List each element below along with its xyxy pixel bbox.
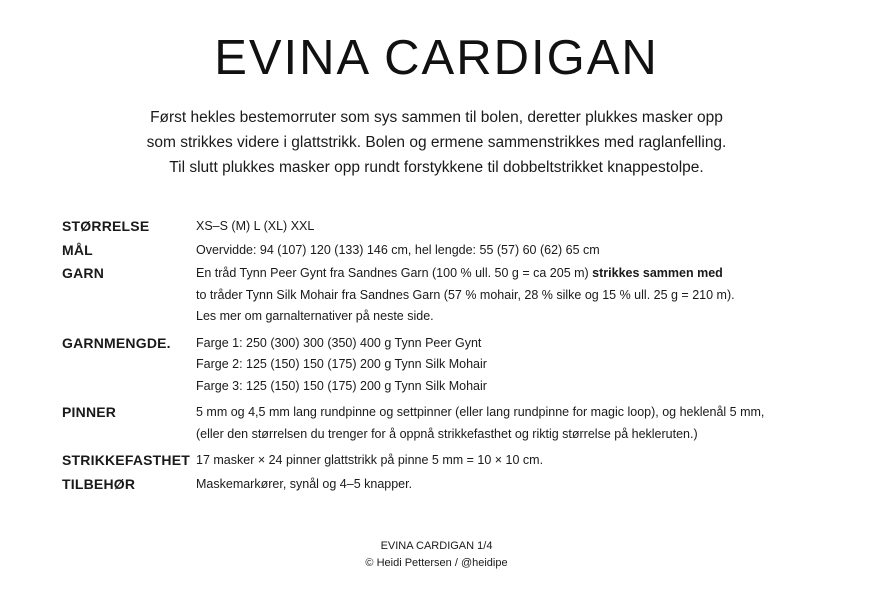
spec-label: STRIKKEFASTHET: [62, 452, 191, 468]
spec-value: [196, 238, 842, 262]
spec-value: [196, 472, 842, 496]
yarn-amount-line: Farge 2: 125 (150) 150 (175) 200 g Tynn Silk Mohair: [196, 357, 487, 371]
spec-value: [196, 331, 842, 398]
notions-value: Maskemarkører, synål og 4–5 knapper.: [196, 476, 413, 491]
yarn-line-1: [196, 263, 842, 285]
spec-label: TILBEHØR: [62, 475, 136, 492]
spec-row-needles: [62, 400, 842, 445]
intro-line: som strikkes videre i glattstrikk. Bolen og ermene sammenstrikkes med raglanfelling.: [146, 134, 727, 151]
needles-line: 5 mm og 4,5 mm lang rundpinne og settpinner (eller lang rundpinne for magic loop), og heklenål 5 mm,: [196, 405, 765, 419]
spec-label: PINNER: [62, 404, 117, 420]
specs-table: [62, 214, 842, 495]
page-footer: [0, 538, 873, 572]
yarn-amount-line: Farge 1: 250 (300) 300 (350) 400 g Tynn Peer Gynt: [196, 335, 482, 350]
intro-paragraph: [0, 105, 873, 180]
size-value: XS–S (M) L (XL) XXL: [196, 219, 315, 233]
footer-credit: © Heidi Pettersen / @heidipe: [365, 557, 508, 569]
spec-label: GARNMENGDE.: [62, 334, 171, 351]
spec-value: [196, 400, 842, 445]
gauge-value: 17 masker × 24 pinner glattstrikk på pinne 5 mm = 10 × 10 cm.: [196, 453, 544, 467]
spec-label: MÅL: [62, 241, 93, 258]
yarn-line-2: to tråder Tynn Silk Mohair fra Sandnes Garn (57 % mohair, 28 % silke og 15 % ull. 25 g = 210 m).: [196, 287, 735, 302]
spec-value: [196, 214, 842, 238]
spec-value: [196, 448, 842, 472]
spec-label: GARN: [62, 265, 105, 281]
spec-row-gauge: [62, 448, 842, 472]
footer-page-label: EVINA CARDIGAN 1/4: [380, 540, 493, 552]
spec-row-yarn: [62, 261, 842, 328]
spec-row-notions: [62, 472, 842, 496]
spec-row-yarn-amount: [62, 331, 842, 398]
yarn-line-1-text: En tråd Tynn Peer Gynt fra Sandnes Garn (100 % ull. 50 g = ca 205 m): [196, 266, 593, 280]
spec-label: STØRRELSE: [62, 218, 150, 234]
measurements-value: Overvidde: 94 (107) 120 (133) 146 cm, hel lengde: 55 (57) 60 (62) 65 cm: [196, 242, 600, 257]
yarn-line-1-bold: strikkes sammen med: [592, 266, 723, 280]
spec-row-measurements: [62, 238, 842, 262]
spec-value: [196, 261, 842, 328]
yarn-line-3: Les mer om garnalternativer på neste side.: [196, 309, 434, 323]
page-title: EVINA CARDIGAN: [214, 31, 659, 85]
intro-line: Til slutt plukkes masker opp rundt forstykkene til dobbeltstrikket knappestolpe.: [169, 159, 704, 176]
spec-row-size: [62, 214, 842, 238]
yarn-amount-line: Farge 3: 125 (150) 150 (175) 200 g Tynn Silk Mohair: [196, 378, 487, 393]
intro-line: Først hekles bestemorruter som sys sammen til bolen, deretter plukkes masker opp: [150, 109, 723, 126]
needles-line: (eller den størrelsen du trenger for å oppnå strikkefasthet og riktig størrelse på hekleruten.): [196, 426, 698, 441]
